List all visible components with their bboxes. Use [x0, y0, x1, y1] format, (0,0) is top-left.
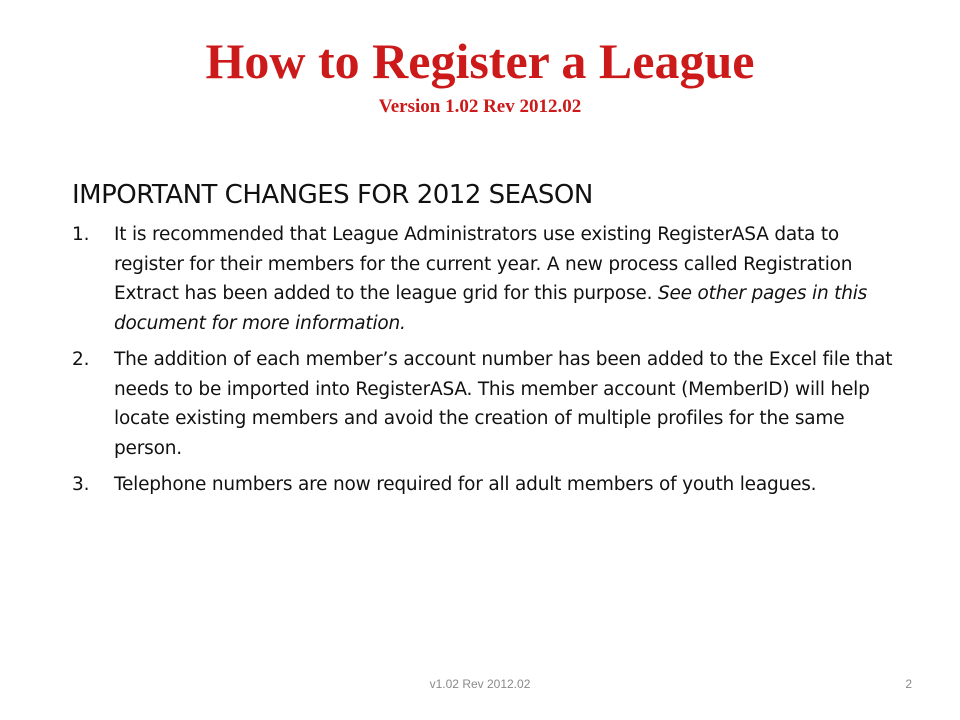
- changes-list: [72, 220, 902, 500]
- list-item-number: 3.: [72, 474, 90, 495]
- list-item-number: 2.: [72, 349, 90, 370]
- slide-subtitle: Version 1.02 Rev 2012.02: [378, 96, 582, 117]
- list-item: [72, 470, 902, 500]
- list-item: [72, 345, 902, 463]
- slide-content: [72, 178, 902, 507]
- footer-version: v1.02 Rev 2012.02: [429, 677, 531, 691]
- list-item: [72, 220, 902, 338]
- list-item-text: The addition of each member’s account number has been added to the Excel file that needs to be imported into RegisterASA. This member account (MemberID) will help locate existing members and avoid the creation of multiple profiles for the same person.: [114, 349, 893, 459]
- section-heading: IMPORTANT CHANGES FOR 2012 SEASON: [72, 180, 593, 210]
- list-item-number: 1.: [72, 224, 90, 245]
- list-item-text: Telephone numbers are now required for all adult members of youth leagues.: [114, 474, 817, 495]
- footer-page-number: 2: [905, 677, 912, 691]
- list-item-text: It is recommended that League Administrators use existing RegisterASA data to register for their members for the current year. A new process called Registration Extract has been added to the league grid for this purpose.: [114, 224, 853, 304]
- list-item-italic-note: See other pages in this document for more information.: [114, 283, 868, 334]
- slide-title: How to Register a League: [205, 33, 755, 89]
